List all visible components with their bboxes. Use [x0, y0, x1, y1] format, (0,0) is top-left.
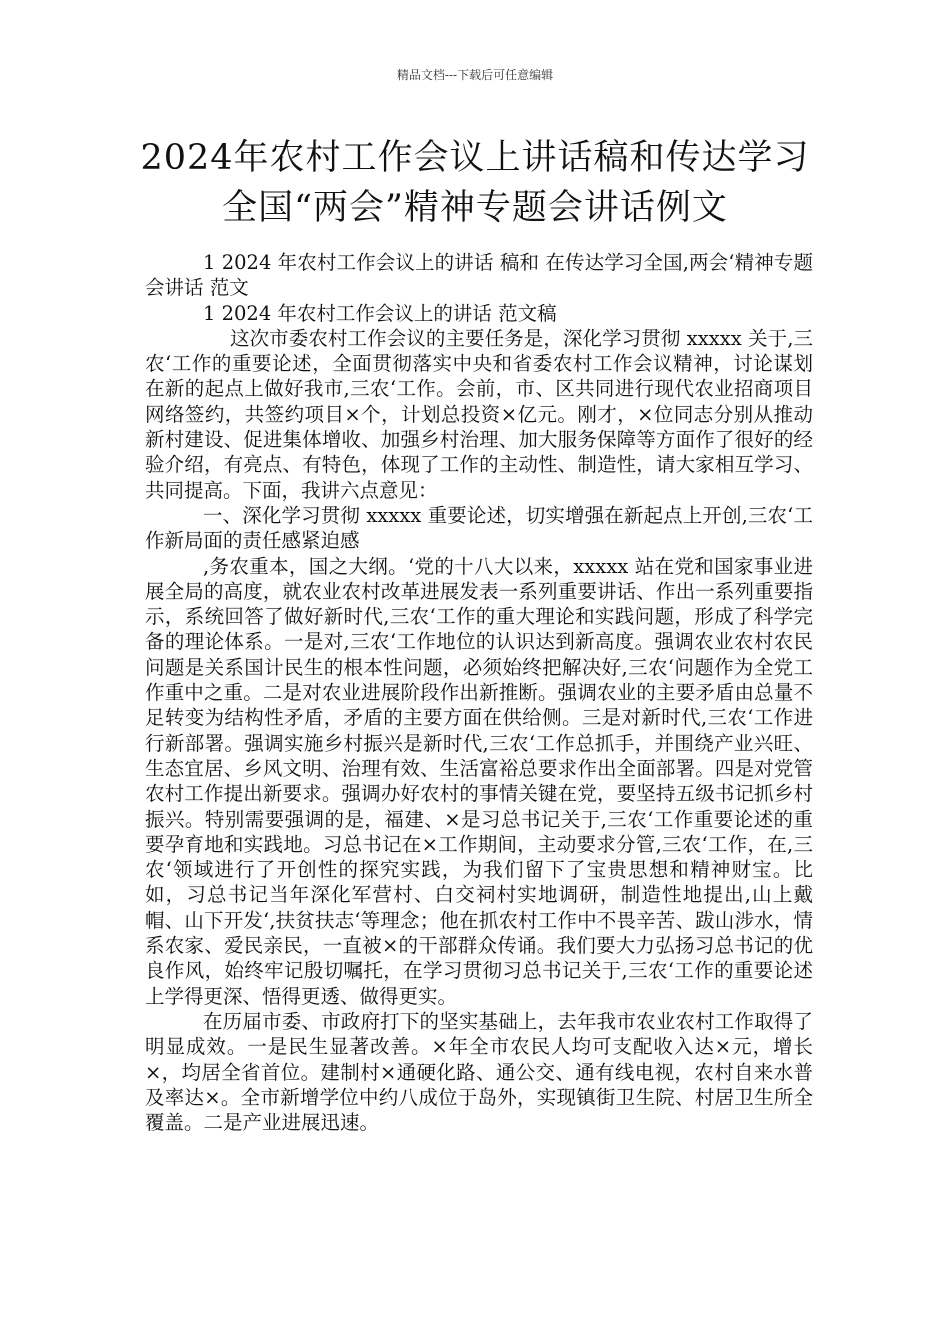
paragraph-body-2: 在历届市委、市政府打下的坚实基础上，去年我市农业农村工作取得了明显成效。一是民生显著改善。×年全市农民人均可支配收入达×元，增长×，均居全省首位。建制村×通硬化路、通公交、通有线电视，农村自来水普及率达×。全市新增学位中约八成位于岛外，实现镇街卫生院、村居卫生所全覆盖。二是产业进展迅速。 [145, 1009, 813, 1135]
paragraph-body-1: ,务农重本，国之大纲。‘党的十八大以来，xxxxx 站在党和国家事业进展全局的高度，就农业农村改革进展发表一系列重要讲话、作出一系列重要指示，系统回答了做好新时代,三农‘工作的重大理论和实践问题，形成了科学完备的理论体系。一是对,三农‘工作地位的认识达到新高度。强调农业农村农民问题是关系国计民生的根本性问题，必须始终把解决好,三农‘问题作为全党工作重中之重。二是对农业进展阶段作出新推断。强调农业的主要矛盾由总量不足转变为结构性矛盾，矛盾的主要方面在供给侧。三是对新时代,三农‘工作进行新部署。强调实施乡村振兴是新时代,三农‘工作总抓手，并围绕产业兴旺、生态宜居、乡风文明、治理有效、生活富裕总要求作出全面部署。四是对党管农村工作提出新要求。强调办好农村的事情关键在党，要坚持五级书记抓乡村振兴。特别需要强调的是，福建、×是习总书记关于,三农‘工作重要论述的重要孕育地和实践地。习总书记在×工作期间，主动要求分管,三农‘工作，在,三农‘领域进行了开创性的探究实践，为我们留下了宝贵思想和精神财宝。比如，习总书记当年深化军营村、白交祠村实地调研，制造性地提出,山上戴帽、山下开发‘,扶贫扶志‘等理念；他在抓农村工作中不畏辛苦、跋山涉水，情系农家、爱民亲民，一直被×的干部群众传诵。我们要大力弘扬习总书记的优良作风，始终牢记殷切嘱托，在学习贯彻习总书记关于,三农‘工作的重要论述上学得更深、悟得更透、做得更实。 [145, 554, 813, 1008]
section-heading-1: 一、深化学习贯彻 xxxxx 重要论述，切实增强在新起点上开创,三农‘工作新局面的责任感紧迫感 [145, 503, 813, 553]
paragraph-toc-2: 1 2024 年农村工作会议上的讲话 范文稿 [203, 301, 557, 325]
title-line-2: 全国“两会”精神专题会讲话例文 [222, 188, 728, 228]
page-header: 精品文档---下载后可任意编辑 [396, 68, 554, 82]
paragraph-toc-1: 1 2024 年农村工作会议上的讲话 稿和 在传达学习全国,两会‘精神专题会讲话 范文 [145, 251, 813, 300]
paragraph-intro: 这次市委农村工作会议的主要任务是，深化学习贯彻 xxxxx 关于,三农‘工作的重要论述，全面贯彻落实中央和省委农村工作会议精神，讨论谋划在新的起点上做好我市,三农‘工作。会前，市、区共同进行现代农业招商项目网络签约，共签约项目×个，计划总投资×亿元。刚才，×位同志分别从推动新村建设、促进集体增收、加强乡村治理、加大服务保障等方面作了很好的经验介绍，有亮点、有特色，体现了工作的主动性、制造性，请大家相互学习、共同提高。下面，我讲六点意见： [145, 326, 813, 502]
document-body [145, 250, 813, 1135]
title-line-1: 2024年农村工作会议上讲话稿和传达学习 [140, 138, 810, 178]
